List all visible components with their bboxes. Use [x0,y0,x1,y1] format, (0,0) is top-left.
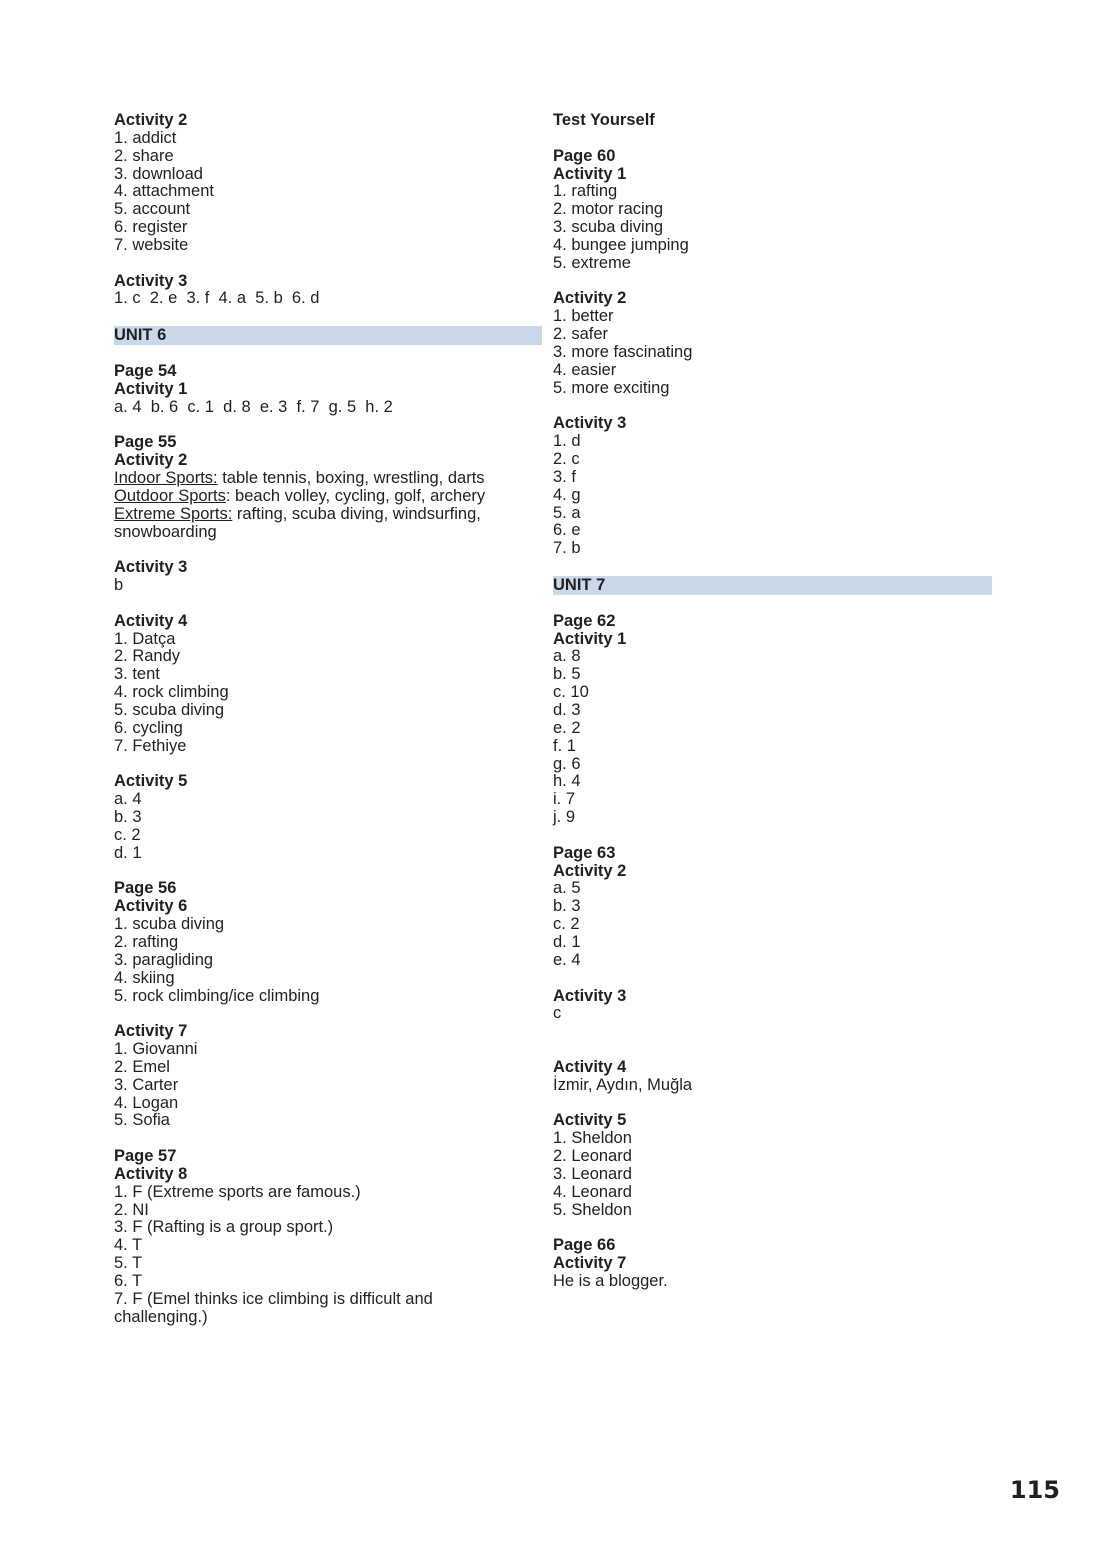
list-item: 2. safer [553,325,609,344]
answer-list [553,308,992,397]
list-item: 7. Fethiye [114,736,187,755]
list-item: 1. F (Extreme sports are famous.) [114,1182,361,1201]
list-item: 3. Leonard [553,1164,632,1183]
list-item: 4. Logan [114,1093,179,1112]
activity-heading: Activity 1 [114,379,188,398]
page-heading: Page 62 [553,611,616,630]
list-item: e. 2 [553,718,581,737]
list-item: a. 8 [553,647,581,666]
list-item: 1. scuba diving [114,915,225,934]
answer-list [553,433,992,558]
list-item: 7. website [114,235,189,254]
list-item: 6. T [114,1272,143,1290]
list-item: c. 10 [553,683,589,702]
page-heading: Page 56 [114,879,177,898]
list-item: 3. tent [114,665,160,684]
sports-category-extreme [114,506,534,542]
list-item: 1. better [553,307,614,326]
list-item: 3. F (Rafting is a group sport.) [114,1218,334,1237]
list-item: 4. easier [553,360,617,379]
list-item: d. 1 [553,932,581,951]
left-column [114,112,542,1327]
list-item: f. 1 [553,736,576,755]
list-item: 2. share [114,146,174,165]
list-item: 1. Sheldon [553,1129,632,1148]
page-heading: Page 63 [553,843,616,862]
answer-list [114,631,542,756]
answer-list [553,183,992,272]
category-label: Extreme Sports: [114,504,233,523]
list-item: 5. T [114,1254,143,1273]
list-item: 4. attachment [114,182,214,201]
answer-line: 7. F (Emel thinks ice climbing is difficult and challenging.) [114,1289,433,1326]
list-item: b. 5 [553,665,581,684]
activity-heading: Activity 6 [114,897,188,916]
list-item: 5. a [553,503,581,522]
answer-list [553,1130,992,1219]
list-item: 3. Carter [114,1075,179,1094]
category-text: rafting, scuba diving, windsurfing, snowboarding [114,504,481,541]
page-number: 115 [1009,1476,1060,1504]
category-label: Outdoor Sports [114,486,226,505]
list-item: 4. rock climbing [114,683,229,702]
list-item: 5. Sheldon [553,1200,632,1219]
list-item: 5. more exciting [553,378,670,397]
list-item: 2. Randy [114,647,181,666]
answer-line: He is a blogger. [553,1272,668,1290]
category-label: Indoor Sports: [114,469,218,488]
list-item: 6. cycling [114,718,183,737]
answer-line: İzmir, Aydın, Muğla [553,1075,693,1094]
unit-6-header: UNIT 6 [114,326,542,345]
list-item: c. 2 [114,825,141,844]
list-item: b. 3 [114,808,142,827]
list-item: 4. Leonard [553,1182,632,1201]
answer-line: c [553,1004,562,1023]
activity-heading: Activity 3 [553,986,627,1005]
list-item: i. 7 [553,790,576,809]
page-heading: Page 60 [553,146,616,165]
list-item: 1. rafting [553,182,618,201]
sports-category-indoor [114,470,542,488]
list-item: 2. Leonard [553,1147,632,1166]
page-heading: Page 54 [114,361,177,380]
activity-heading: Activity 2 [553,289,627,308]
activity-heading: Activity 4 [114,611,188,630]
activity-heading: Activity 7 [553,1254,627,1273]
list-item: 2. NI [114,1200,149,1219]
answer-list [114,1041,542,1130]
activity-heading: Activity 3 [553,414,627,433]
unit-7-header: UNIT 7 [553,576,992,595]
answer-list [553,648,992,826]
list-item: 6. register [114,218,188,237]
list-item: 5. rock climbing/ice climbing [114,986,320,1005]
list-item: d. 1 [114,843,142,862]
page-heading: Page 55 [114,433,177,452]
list-item: 3. download [114,164,203,183]
list-item: 6. e [553,521,581,540]
category-text: table tennis, boxing, wrestling, darts [217,469,485,488]
answer-list [114,916,542,1005]
list-item: 2. rafting [114,932,179,951]
list-item: 5. extreme [553,253,631,272]
list-item: 4. bungee jumping [553,235,689,254]
list-item: d. 3 [553,701,581,719]
answer-line: a. 4 b. 6 c. 1 d. 8 e. 3 f. 7 g. 5 h. 2 [114,397,393,416]
activity-heading: Activity 1 [553,629,627,648]
activity-heading: Activity 5 [114,772,188,791]
answer-line: b [114,576,124,595]
activity-heading: Activity 3 [114,558,188,577]
answer-list [114,791,542,862]
activity-heading: Activity 5 [553,1111,627,1130]
list-item: 2. Emel [114,1057,170,1076]
activity-heading: Activity 4 [553,1057,627,1076]
category-text: : beach volley, cycling, golf, archery [225,486,486,505]
list-item: j. 9 [553,808,576,827]
list-item: 3. more fascinating [553,342,693,361]
list-item: 3. paragliding [114,950,214,969]
activity-heading: Activity 7 [114,1022,188,1041]
activity-heading: Activity 2 [553,861,627,880]
right-column [553,112,992,1291]
list-item: e. 4 [553,950,581,969]
list-item: 1. d [553,432,581,451]
list-item: 5. account [114,200,191,219]
page-heading: Page 57 [114,1147,177,1166]
activity-heading: Activity 8 [114,1164,188,1183]
list-item: 7. b [553,539,581,558]
list-item: 4. T [114,1236,143,1255]
activity-heading: Activity 1 [553,164,627,183]
answer-list [114,1184,542,1291]
activity-heading: Activity 3 [114,271,188,290]
list-item: g. 6 [553,754,581,773]
list-item: 1. addict [114,128,177,147]
list-item: 5. Sofia [114,1111,170,1130]
list-item: 4. g [553,485,581,504]
list-item: 2. motor racing [553,200,664,219]
answer-list [114,130,542,255]
list-item: 1. Datça [114,629,176,648]
list-item: 5. scuba diving [114,701,225,719]
activity-heading: Activity 2 [114,451,188,470]
list-item: a. 5 [553,879,581,898]
page-heading: Page 66 [553,1236,616,1255]
activity-heading: Activity 2 [114,111,188,129]
answer-line: 1. c 2. e 3. f 4. a 5. b 6. d [114,289,320,308]
list-item: h. 4 [553,772,581,791]
list-item: 3. f [553,467,576,486]
list-item: 2. c [553,450,580,469]
list-item: 3. scuba diving [553,218,664,237]
list-item: b. 3 [553,897,581,916]
list-item: a. 4 [114,790,142,809]
list-item: 1. Giovanni [114,1040,198,1059]
list-item: c. 2 [553,915,580,934]
sports-category-outdoor [114,488,542,506]
answer-list [553,880,992,969]
list-item: 4. skiing [114,968,175,987]
section-heading: Test Yourself [553,111,655,129]
